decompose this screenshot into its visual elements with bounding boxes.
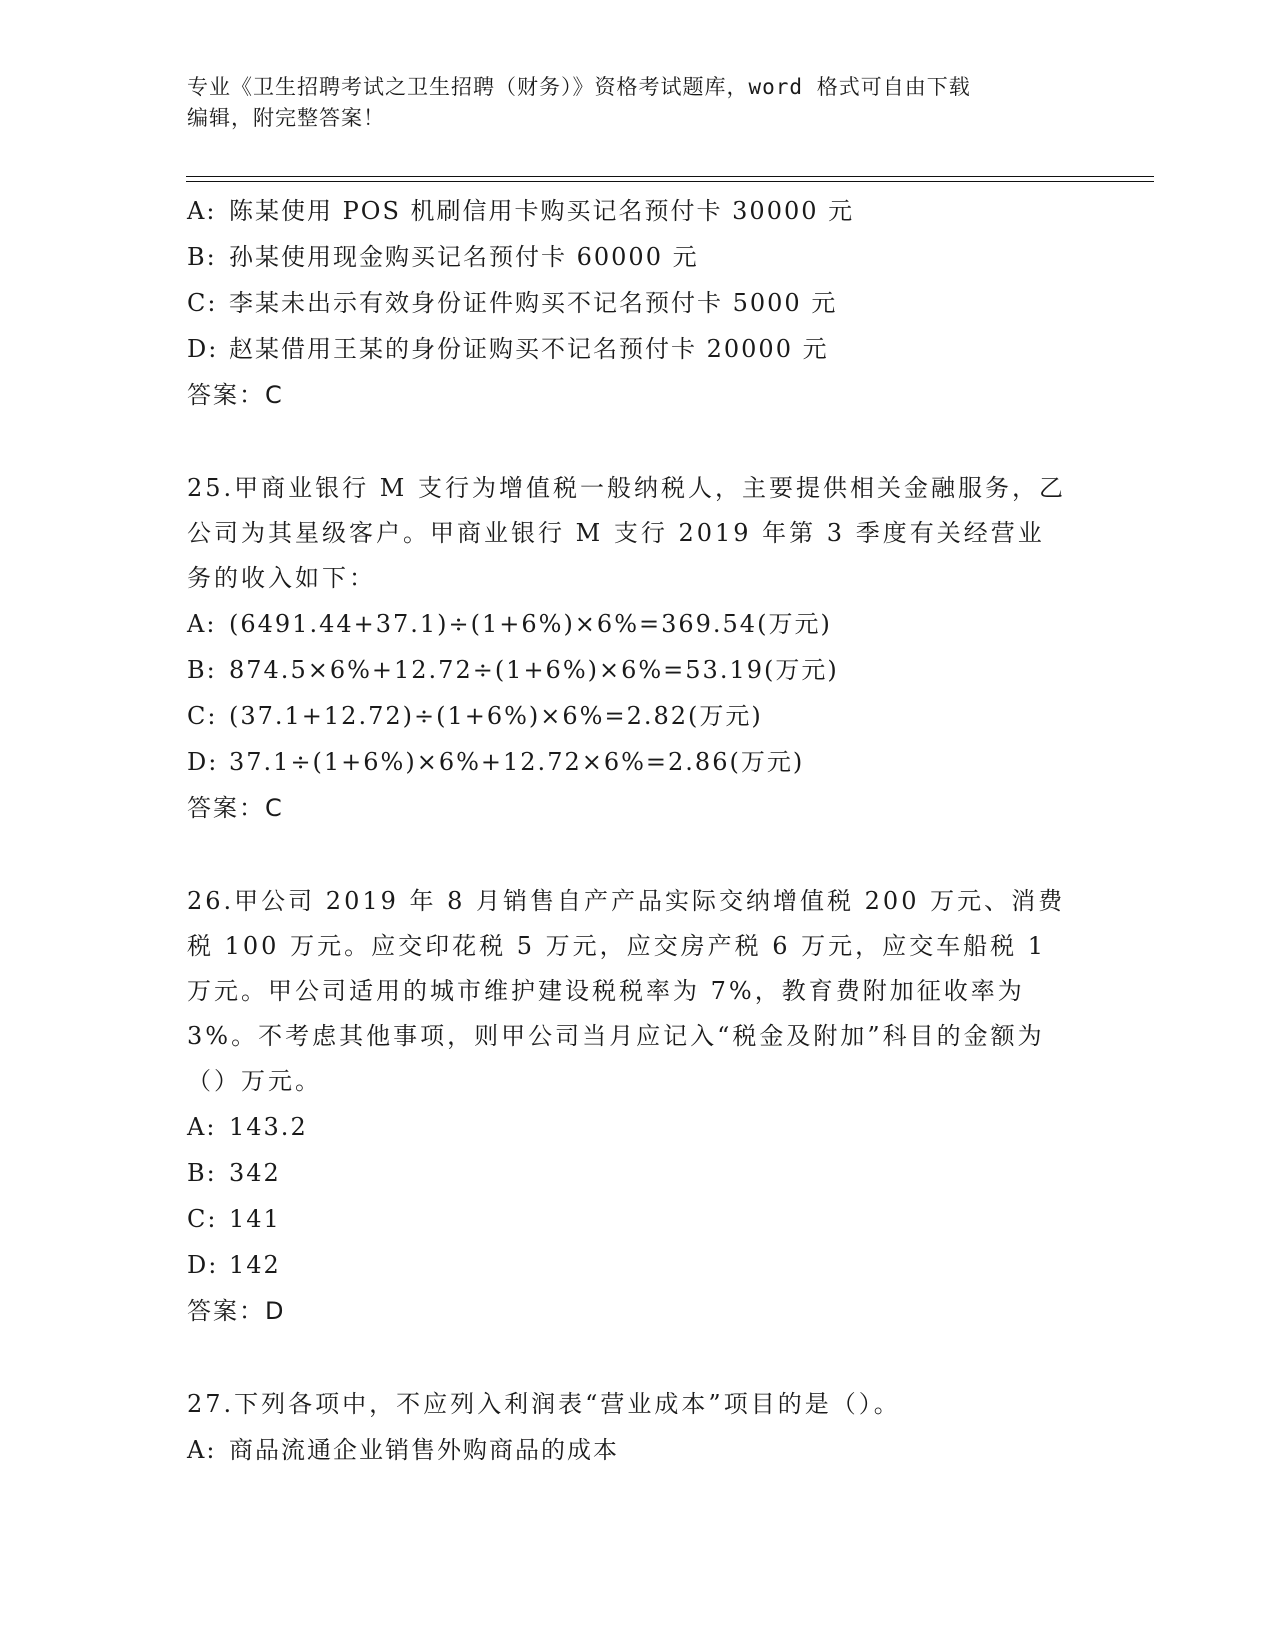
- option-d: [187, 1242, 1087, 1288]
- question-24: [187, 188, 1087, 418]
- option-a: [187, 1104, 1087, 1150]
- question-27: [187, 1382, 1087, 1473]
- answer: 答案：D: [187, 1297, 286, 1325]
- option-text: 孙某使用现金购买记名预付卡 60000 元: [229, 243, 699, 271]
- option-a: [187, 1427, 1087, 1473]
- option-b: [187, 1150, 1087, 1196]
- option-letter: B:: [187, 243, 217, 271]
- option-text: 陈某使用 POS 机刷信用卡购买记名预付卡 30000 元: [229, 197, 855, 225]
- question-stem: 25.甲商业银行 M 支行为增值税一般纳税人，主要提供相关金融服务，乙公司为其星级客户。甲商业银行 M 支行 2019 年第 3 季度有关经营业务的收入如下：: [187, 474, 1066, 592]
- option-text: (37.1+12.72)÷(1+6%)×6%=2.82(万元): [229, 702, 763, 730]
- option-text: 141: [229, 1205, 281, 1233]
- option-a: [187, 601, 1087, 647]
- question-26: [187, 879, 1087, 1334]
- spacer: [187, 418, 1087, 466]
- option-letter: D:: [187, 748, 219, 776]
- option-text: 商品流通企业销售外购商品的成本: [229, 1436, 619, 1464]
- option-letter: A:: [187, 1436, 217, 1464]
- question-stem: 26.甲公司 2019 年 8 月销售自产产品实际交纳增值税 200 万元、消费税 100 万元。应交印花税 5 万元，应交房产税 6 万元，应交车船税 1 万元。甲公司适用的城市维护建设税税率为 7%，教育费附加征收率为 3%。不考虑其他事项，则甲公司当月应记入“税金及附加”科目的金额为（）万元。: [187, 887, 1066, 1095]
- document-body: [187, 188, 1087, 1473]
- spacer: [187, 1334, 1087, 1382]
- document-header: [187, 72, 1067, 134]
- option-d: [187, 739, 1087, 785]
- option-text: 143.2: [229, 1113, 308, 1141]
- option-letter: A:: [187, 610, 217, 638]
- option-letter: A:: [187, 197, 217, 225]
- option-text: 李某未出示有效身份证件购买不记名预付卡 5000 元: [229, 289, 838, 317]
- option-letter: C:: [187, 289, 218, 317]
- option-a: [187, 188, 1087, 234]
- option-text: 142: [229, 1251, 281, 1279]
- answer: 答案：C: [187, 381, 284, 409]
- option-c: [187, 693, 1087, 739]
- option-letter: C:: [187, 1205, 218, 1233]
- option-letter: B:: [187, 656, 217, 684]
- option-text: 37.1÷(1+6%)×6%+12.72×6%=2.86(万元): [229, 748, 805, 776]
- option-c: [187, 1196, 1087, 1242]
- option-b: [187, 234, 1087, 280]
- header-divider-bottom: [186, 181, 1154, 182]
- option-letter: D:: [187, 335, 219, 363]
- spacer: [187, 831, 1087, 879]
- header-line-2: 编辑，附完整答案！: [187, 106, 385, 130]
- header-line-1: 专业《卫生招聘考试之卫生招聘（财务）》资格考试题库，word 格式可自由下载: [187, 75, 971, 99]
- option-letter: C:: [187, 702, 218, 730]
- option-letter: B:: [187, 1159, 217, 1187]
- option-b: [187, 647, 1087, 693]
- header-divider-top: [186, 176, 1154, 177]
- option-c: [187, 280, 1087, 326]
- question-25: [187, 466, 1087, 831]
- option-text: 874.5×6%+12.72÷(1+6%)×6%=53.19(万元): [229, 656, 839, 684]
- option-text: (6491.44+37.1)÷(1+6%)×6%=369.54(万元): [229, 610, 832, 638]
- option-letter: A:: [187, 1113, 217, 1141]
- option-letter: D:: [187, 1251, 219, 1279]
- option-d: [187, 326, 1087, 372]
- question-stem: 27.下列各项中，不应列入利润表“营业成本”项目的是（）。: [187, 1390, 901, 1418]
- answer: 答案：C: [187, 794, 284, 822]
- option-text: 赵某借用王某的身份证购买不记名预付卡 20000 元: [229, 335, 829, 363]
- option-text: 342: [229, 1159, 281, 1187]
